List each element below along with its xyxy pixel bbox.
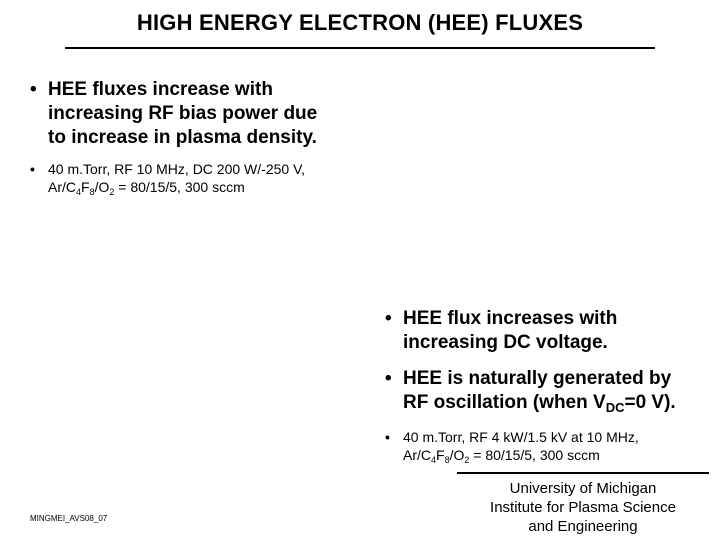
bullet-icon: • xyxy=(385,429,390,445)
slide-id-footer: MINGMEI_AVS08_07 xyxy=(30,514,108,523)
bullet-text: HEE flux increases with increasing DC voltage. xyxy=(403,308,618,353)
bullet-conditions-right xyxy=(385,428,705,464)
bullet-icon: • xyxy=(385,368,392,389)
conditions-line-2: $Ar/C_4F_8/O_2 = 80/15/5$, 300 sccm xyxy=(48,179,245,197)
bullet-text: HEE fluxes increase with increasing RF bias power due to increase in plasma density. xyxy=(48,79,318,148)
bullet-icon: • xyxy=(30,79,37,100)
bullet-icon: • xyxy=(30,161,35,177)
bullet-hee-flux-dc xyxy=(385,307,705,355)
title-underline xyxy=(65,47,655,49)
slide-title: HIGH ENERGY ELECTRON (HEE) FLUXES xyxy=(136,10,584,35)
bullet-line-2: RF oscillation (when $V_{DC}=0$ V). xyxy=(403,392,676,415)
footer-divider xyxy=(457,472,709,474)
bullet-icon: • xyxy=(385,308,392,329)
conditions-line-2: $Ar/C_4F_8/O_2 = 80/15/5$, 300 sccm xyxy=(403,447,600,465)
bullet-hee-fluxes-rf xyxy=(30,78,370,150)
bullet-line-1: HEE is naturally generated by xyxy=(403,368,672,389)
bullet-hee-rf-oscillation xyxy=(385,367,705,415)
conditions-line-1: 40 m.Torr, RF 4 kW/1.5 kV at 10 MHz, xyxy=(403,429,639,445)
conditions-line-1: 40 m.Torr, RF 10 MHz, DC 200 W/-250 V, xyxy=(48,161,306,177)
bullet-conditions-left xyxy=(30,160,370,196)
institution-footer: University of Michigan Institute for Plasma Science and Engineering xyxy=(490,480,676,535)
